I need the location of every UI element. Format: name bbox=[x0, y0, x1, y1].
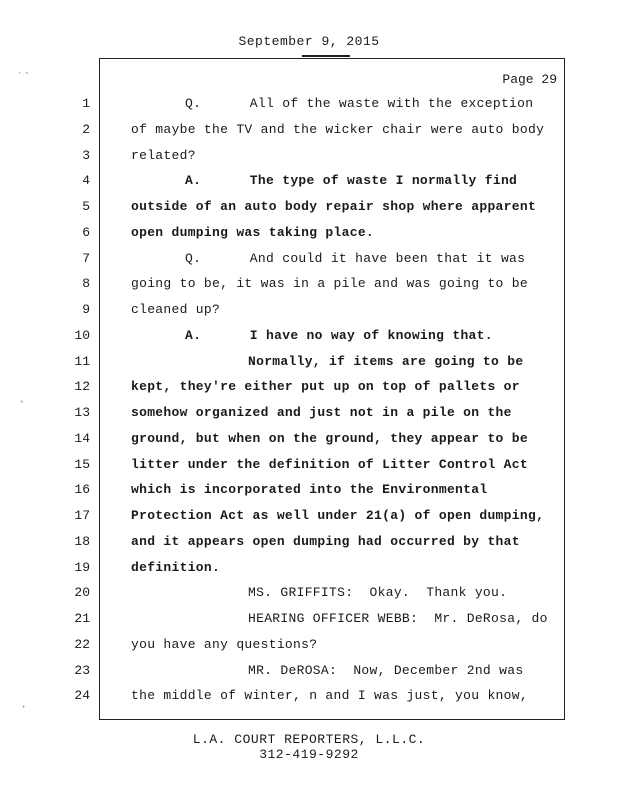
line-number: 20 bbox=[74, 585, 90, 601]
transcript-line: A. I have no way of knowing that. bbox=[185, 327, 493, 343]
line-number: 14 bbox=[74, 430, 90, 446]
line-number: 3 bbox=[82, 147, 90, 163]
transcript-line: Normally, if items are going to be bbox=[248, 353, 524, 369]
line-number: 4 bbox=[82, 173, 90, 189]
line-number: 2 bbox=[82, 121, 90, 137]
line-number: 11 bbox=[74, 353, 90, 369]
line-number: 9 bbox=[82, 302, 90, 317]
transcript-line: somehow organized and just not in a pile on the bbox=[131, 405, 512, 420]
line-number: 16 bbox=[74, 482, 90, 498]
line-number: 8 bbox=[82, 276, 90, 292]
transcript-line: which is incorporated into the Environmental bbox=[131, 482, 488, 498]
scan-mark: · bbox=[18, 395, 26, 409]
transcript-line: the middle of winter, n and I was just, you know, bbox=[131, 688, 528, 704]
line-number: 1 bbox=[82, 96, 90, 111]
line-number: 15 bbox=[74, 456, 90, 472]
line-number: 24 bbox=[74, 688, 90, 704]
scan-mark: ˙‵ bbox=[16, 71, 31, 85]
scan-mark: · bbox=[20, 700, 28, 714]
transcript-line: Q. And could it have been that it was bbox=[185, 250, 526, 266]
line-number: 17 bbox=[74, 508, 90, 523]
line-number: 21 bbox=[74, 611, 90, 626]
transcript-line: definition. bbox=[131, 559, 221, 575]
transcript-line: kept, they're either put up on top of pallets or bbox=[131, 379, 520, 395]
transcript-line: open dumping was taking place. bbox=[131, 224, 375, 240]
line-number: 13 bbox=[74, 405, 90, 420]
transcript-line: outside of an auto body repair shop where apparent bbox=[131, 199, 537, 214]
transcript-line: HEARING OFFICER WEBB: Mr. DeRosa, do bbox=[248, 611, 548, 626]
transcript-line: MR. DeROSA: Now, December 2nd was bbox=[248, 662, 524, 678]
line-number: 5 bbox=[82, 199, 90, 214]
transcript-line: Protection Act as well under 21(a) of open dumping, bbox=[131, 508, 545, 523]
line-number: 7 bbox=[82, 250, 90, 266]
header-rule bbox=[302, 55, 350, 57]
footer-phone: 312-419-9292 bbox=[259, 747, 359, 762]
line-number: 10 bbox=[74, 327, 90, 343]
line-number: 23 bbox=[74, 662, 90, 678]
footer-company: L.A. COURT REPORTERS, L.L.C. bbox=[192, 732, 426, 747]
transcript-line: and it appears open dumping had occurred by that bbox=[131, 533, 520, 549]
line-number: 6 bbox=[82, 224, 90, 240]
transcript-line: you have any questions? bbox=[131, 636, 318, 652]
transcript-line: related? bbox=[131, 147, 196, 163]
transcript-line: ground, but when on the ground, they appear to be bbox=[131, 430, 528, 446]
line-number: 18 bbox=[74, 533, 90, 549]
page-label: Page 29 bbox=[502, 72, 557, 87]
line-number: 12 bbox=[74, 379, 90, 395]
transcript-line: cleaned up? bbox=[131, 302, 221, 317]
transcript-line: of maybe the TV and the wicker chair were auto body bbox=[131, 121, 545, 137]
line-number: 22 bbox=[74, 636, 90, 652]
header-date: September 9, 2015 bbox=[238, 34, 380, 49]
transcript-line: going to be, it was in a pile and was going to be bbox=[131, 276, 528, 292]
transcript-line: Q. All of the waste with the exception bbox=[185, 96, 534, 111]
line-number: 19 bbox=[74, 559, 90, 575]
transcript-line: litter under the definition of Litter Control Act bbox=[131, 456, 528, 472]
transcript-line: A. The type of waste I normally find bbox=[185, 173, 518, 189]
transcript-line: MS. GRIFFITS: Okay. Thank you. bbox=[248, 585, 508, 601]
